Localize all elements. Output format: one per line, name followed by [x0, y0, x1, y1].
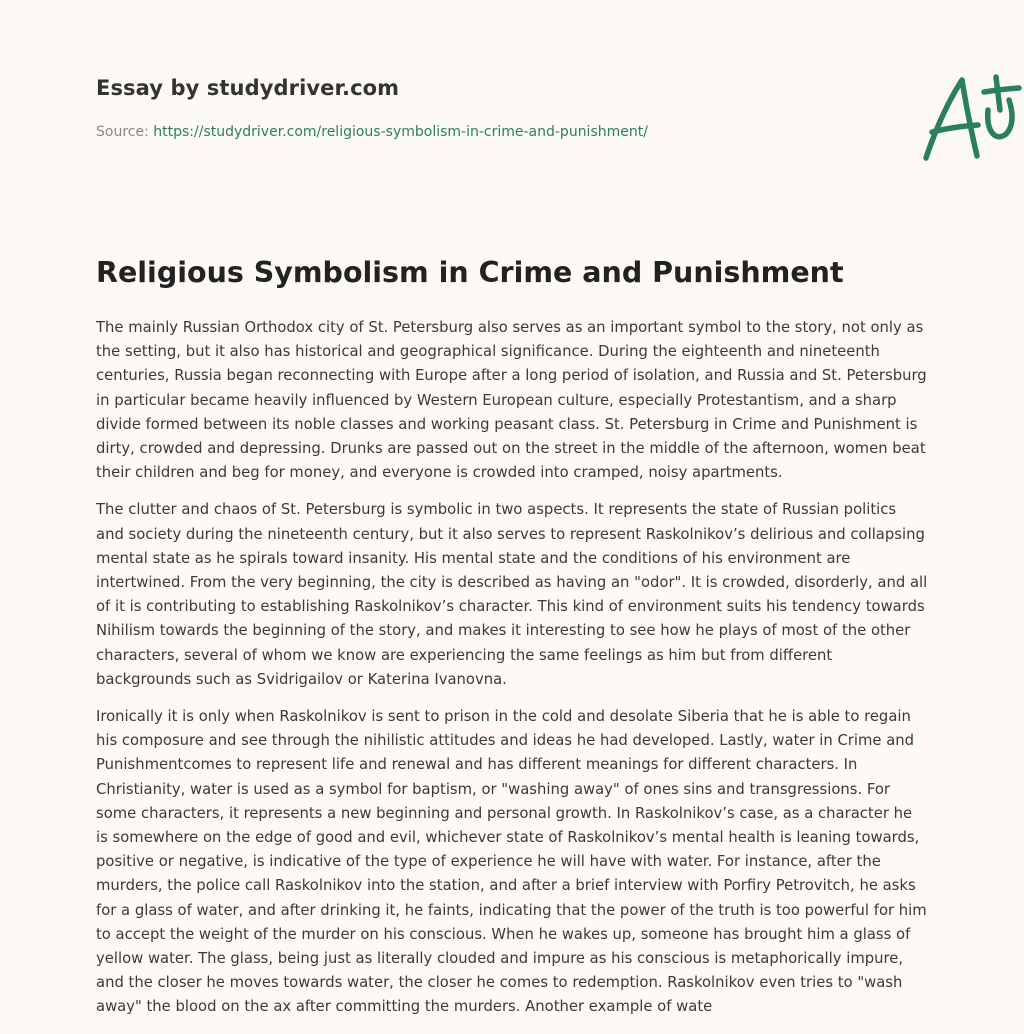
essay-title: Religious Symbolism in Crime and Punishment [96, 256, 844, 289]
essay-paragraph: The mainly Russian Orthodox city of St. Petersburg also serves as an important symbol to the story, not only as the setting, but it also has historical and geographical significance. During the eighteenth and nineteenth centuries, Russia began reconnecting with Europe after a long period of isolation, and Russia and St. Petersburg in particular became heavily influenced by Western European culture, especially Protestantism, and a sharp divide formed between its noble classes and working peasant class. St. Petersburg in Crime and Punishment is dirty, crowded and depressing. Drunks are passed out on the street in the middle of the afternoon, women beat their children and beg for money, and everyone is crowded into cramped, noisy apartments. [96, 319, 927, 482]
essay-body [96, 316, 928, 1033]
source-label: Source: [96, 124, 154, 140]
essay-paragraph: Ironically it is only when Raskolnikov is sent to prison in the cold and desolate Siberia that he is able to regain his composure and see through the nihilistic attitudes and ideas he had developed. Lastly, water in Crime and Punishmentcomes to represent life and renewal and has different meanings for different characters. In Christianity, water is used as a symbol for baptism, or "washing away" of ones sins and transgressions. For some characters, it represents a new beginning and personal growth. In Raskolnikov’s case, as a character he is somewhere on the edge of good and evil, whichever state of Raskolnikov’s mental health is leaning towards, positive or negative, is indicative of the type of experience he will have with water. For instance, after the murders, the police call Raskolnikov into the station, and after a brief interview with Porfiry Petrovitch, he asks for a glass of water, and after drinking it, he faints, indicating that the power of the truth is too powerful for him to accept the weight of the murder on his conscious. When he wakes up, someone has brought him a glass of yellow water. The glass, being just as literally clouded and impure as his conscious is metaphorically impure, and the closer he moves towards water, the closer he comes to redemption. Raskolnikov even tries to "wash away" the blood on the ax after committing the murders. Another example of wate [96, 708, 927, 1016]
brand-title: Essay by studydriver.com [96, 76, 400, 100]
a-plus-icon [916, 70, 1024, 165]
source-link[interactable]: https://studydriver.com/religious-symbolism-in-crime-and-punishment/ [153, 124, 648, 140]
essay-paragraph: The clutter and chaos of St. Petersburg is symbolic in two aspects. It represents the state of Russian politics and society during the nineteenth century, but it also serves to represent Raskolnikov’s delirious and collapsing mental state as he spirals toward insanity. His mental state and the conditions of his environment are intertwined. From the very beginning, the city is described as having an "odor". It is crowded, disorderly, and all of it is contributing to establishing Raskolnikov’s character. This kind of environment suits his tendency towards Nihilism towards the beginning of the story, and makes it interesting to see how he plays of most of the other characters, several of whom we know are experiencing the same feelings as him but from different backgrounds such as Svidrigailov or Katerina Ivanovna. [96, 501, 928, 688]
source-line [96, 124, 648, 140]
